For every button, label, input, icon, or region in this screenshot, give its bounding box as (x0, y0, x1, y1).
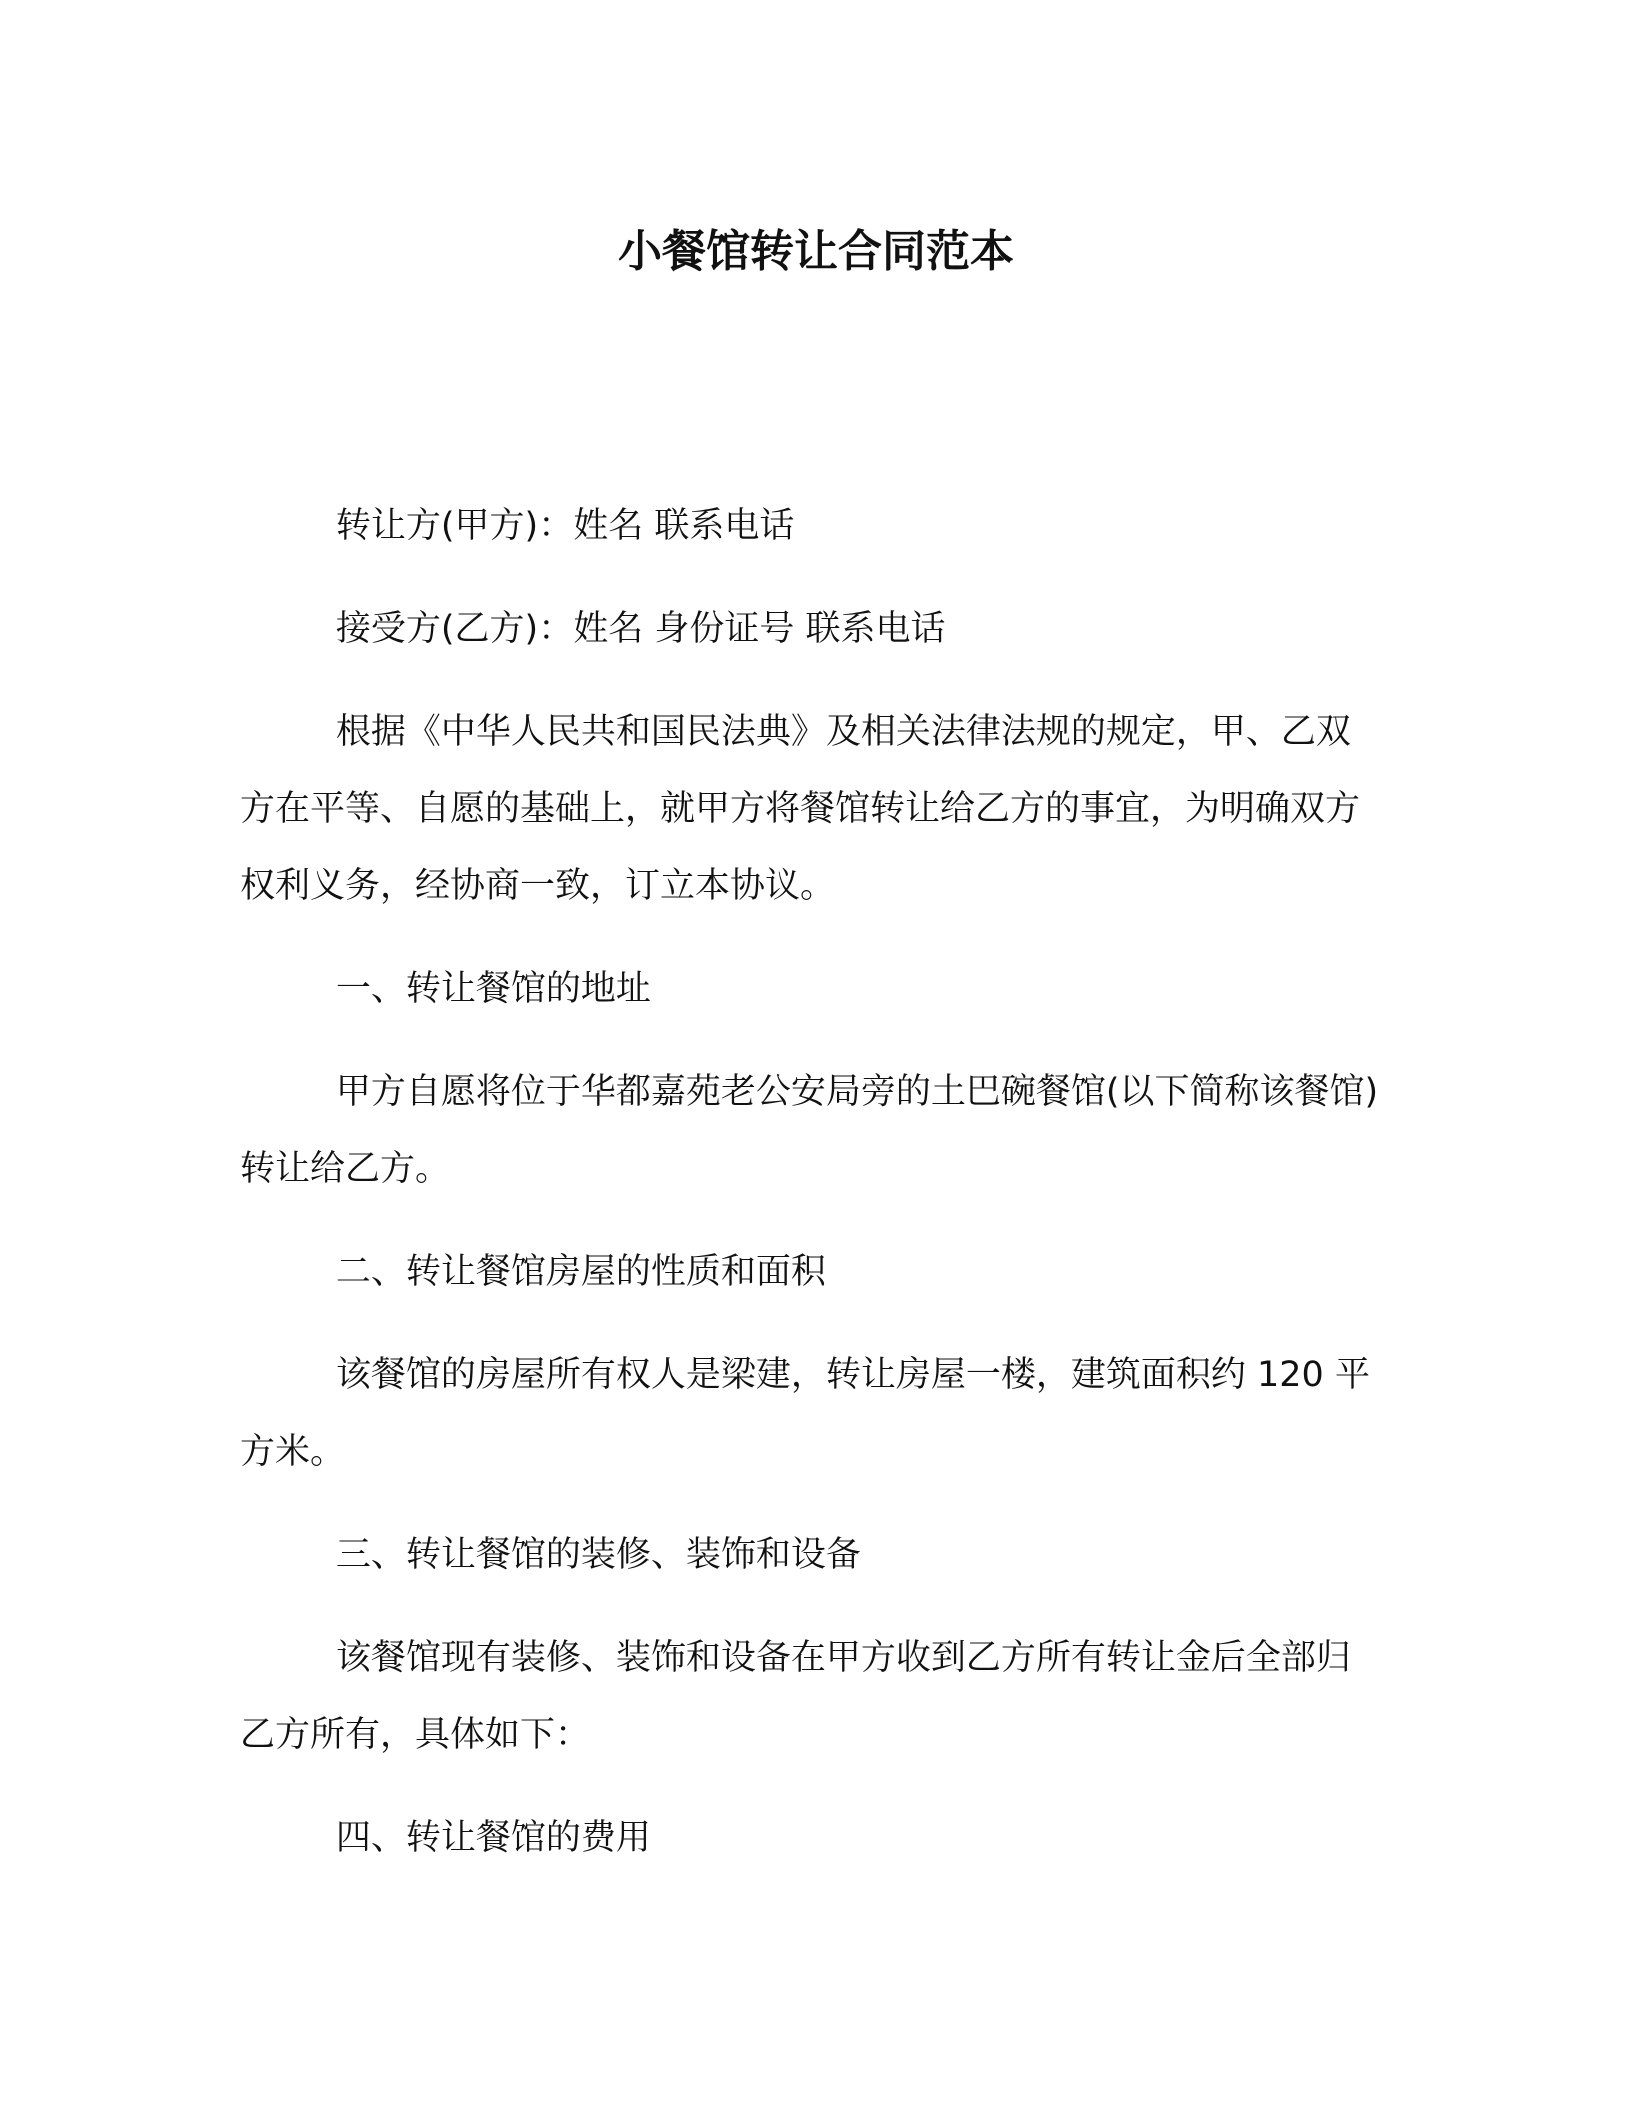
clause-paragraph-3: 该餐馆现有装修、装饰和设备在甲方收到乙方所有转让金后全部归乙方所有，具体如下： (240, 1638, 1351, 1755)
section-heading-2: 二、转让餐馆房屋的性质和面积 (335, 1252, 826, 1292)
section-heading-4: 四、转让餐馆的费用 (335, 1818, 651, 1858)
clause-paragraph-2: 该餐馆的房屋所有权人是梁建，转让房屋一楼，建筑面积约 120 平方米。 (240, 1355, 1370, 1472)
party-b-line: 接受方(乙方)：姓名 身份证号 联系电话 (335, 609, 946, 649)
party-a-line: 转让方(甲方)：姓名 联系电话 (335, 506, 795, 546)
section-heading-1: 一、转让餐馆的地址 (335, 969, 651, 1009)
document-body (240, 488, 1380, 1903)
document-title: 小餐馆转让合同范本 (618, 226, 1014, 277)
intro-paragraph: 根据《中华人民共和国民法典》及相关法律法规的规定，甲、乙双方在平等、自愿的基础上，就甲方将餐馆转让给乙方的事宜，为明确双方权利义务，经协商一致，订立本协议。 (240, 712, 1361, 906)
section-heading-3: 三、转让餐馆的装修、装饰和设备 (335, 1535, 861, 1575)
clause-paragraph-1: 甲方自愿将位于华都嘉苑老公安局旁的土巴碗餐馆(以下简称该餐馆)转让给乙方。 (240, 1072, 1379, 1189)
